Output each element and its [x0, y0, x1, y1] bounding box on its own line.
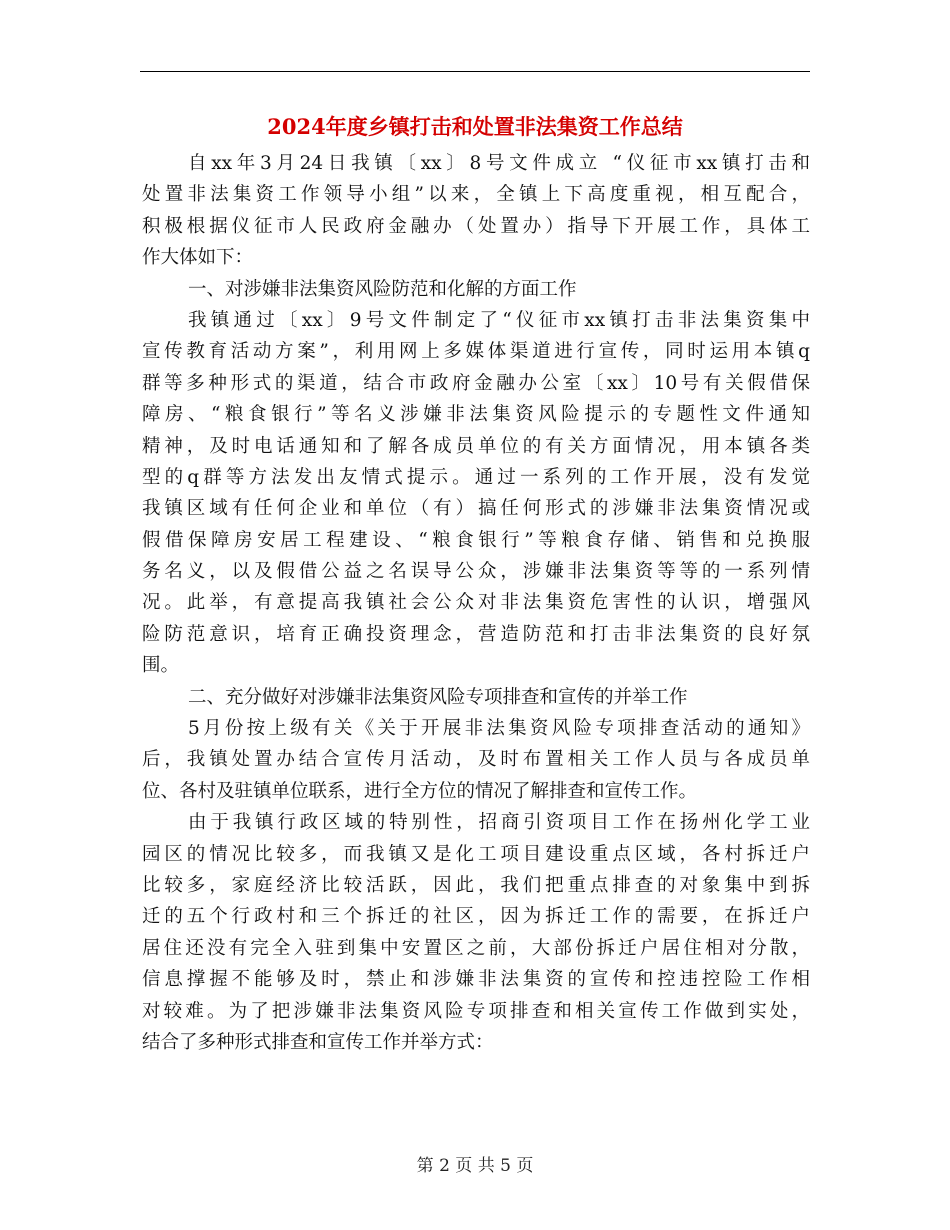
document-title: 2024年度乡镇打击和处置非法集资工作总结: [267, 114, 683, 139]
paragraph-line: 精神，及时电话通知和了解各成员单位的有关方面情况，用本镇各类: [142, 435, 810, 457]
paragraph-line: 自xx年3月24日我镇〔xx〕8号文件成立 “仪征市xx镇打击和: [188, 153, 810, 174]
paragraph-line: 我镇区域有任何企业和单位（有）搞任何形式的涉嫌非法集资情况或: [142, 498, 810, 520]
paragraph-line: 5月份按上级有关《关于开展非法集资风险专项排查活动的通知》: [188, 718, 810, 740]
paragraph-line: 由于我镇行政区域的特别性，招商引资项目工作在扬州化学工业: [188, 812, 810, 834]
paragraph-line: 我镇通过〔xx〕9号文件制定了“仪征市xx镇打击非法集资集中: [188, 309, 810, 331]
paragraph-line: 居住还没有完全入驻到集中安置区之前，大部份拆迁户居住相对分散，: [142, 937, 810, 959]
paragraph-line: 务名义，以及假借公益之名误导公众，涉嫌非法集资等等的一系列情: [142, 561, 810, 583]
paragraph-line: 位、各村及驻镇单位联系，进行全方位的情况了解排查和宣传工作。: [142, 780, 698, 802]
paragraph-line: 对较难。为了把涉嫌非法集资风险专项排查和相关宣传工作做到实处，: [142, 1000, 810, 1022]
paragraph-line: 群等多种形式的渠道，结合市政府金融办公室〔xx〕10号有关假借保: [142, 372, 810, 394]
section-heading: 一、对涉嫌非法集资风险防范和化解的方面工作: [188, 278, 577, 300]
paragraph-line: 处置非法集资工作领导小组”以来，全镇上下高度重视，相互配合，: [142, 184, 810, 206]
paragraph-line: 比较多，家庭经济比较活跃，因此，我们把重点排查的对象集中到拆: [142, 874, 810, 896]
paragraph-line: 作大体如下：: [142, 247, 254, 269]
document-body: [142, 148, 810, 1058]
paragraph-line: 结合了多种形式排查和宣传工作并举方式：: [142, 1031, 494, 1053]
paragraph-line: 障房、“粮食银行”等名义涉嫌非法集资风险提示的专题性文件通知: [142, 404, 810, 426]
paragraph-line: 信息撑握不能够及时，禁止和涉嫌非法集资的宣传和控违控险工作相: [142, 969, 810, 991]
section-heading: 二、充分做好对涉嫌非法集资风险专项排查和宣传的并举工作: [188, 686, 688, 708]
paragraph-line: 宣传教育活动方案”，利用网上多媒体渠道进行宣传，同时运用本镇q: [142, 341, 810, 363]
page-number-footer: 第 2 页 共 5 页: [416, 1156, 534, 1176]
paragraph-line: 园区的情况比较多，而我镇又是化工项目建设重点区域，各村拆迁户: [142, 843, 810, 865]
header-rule: [140, 71, 810, 72]
paragraph-line: 迁的五个行政村和三个拆迁的社区，因为拆迁工作的需要，在拆迁户: [142, 906, 810, 928]
paragraph-line: 积极根据仪征市人民政府金融办（处置办）指导下开展工作，具体工: [142, 215, 810, 237]
paragraph-line: 假借保障房安居工程建设、“粮食银行”等粮食存储、销售和兑换服: [142, 529, 810, 551]
paragraph-line: 围。: [142, 655, 180, 677]
paragraph-line: 险防范意识，培育正确投资理念，营造防范和打击非法集资的良好氛: [142, 623, 810, 645]
paragraph-line: 况。此举，有意提高我镇社会公众对非法集资危害性的认识，增强风: [142, 592, 810, 614]
paragraph-line: 型的q群等方法发出友情式提示。通过一系列的工作开展，没有发觉: [142, 466, 810, 488]
paragraph-line: 后，我镇处置办结合宣传月活动，及时布置相关工作人员与各成员单: [142, 749, 810, 771]
